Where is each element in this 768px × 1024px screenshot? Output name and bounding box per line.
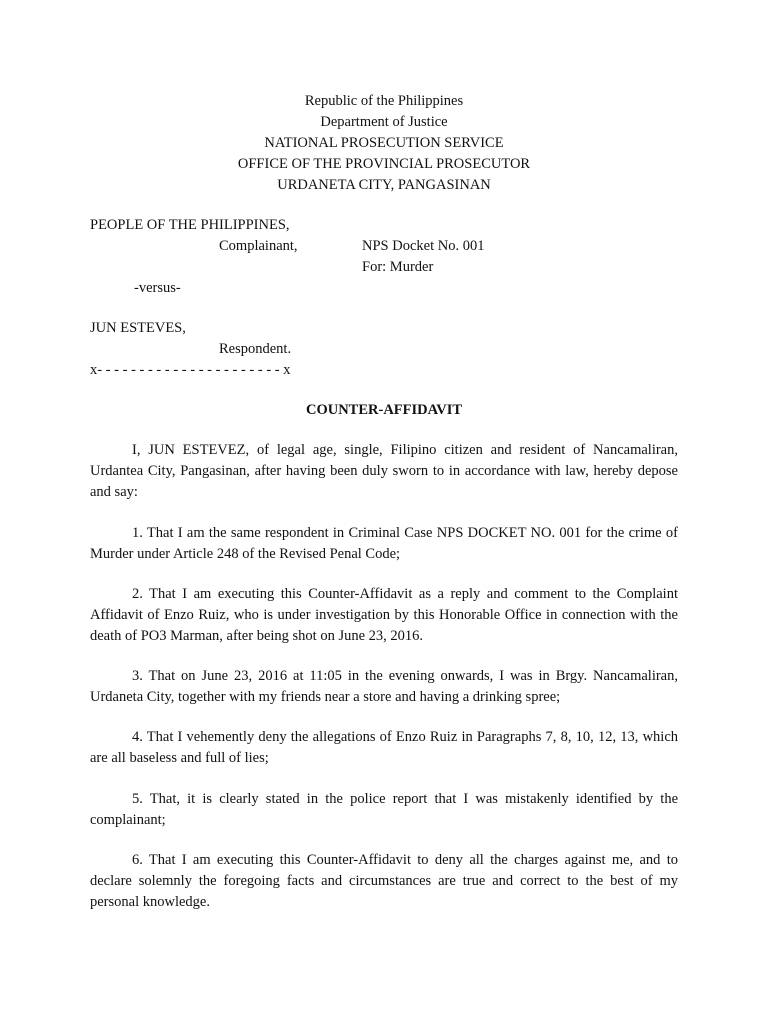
respondent-role: Respondent. (219, 341, 292, 357)
header-republic: Republic of the Philippines (304, 93, 464, 109)
intro-paragraph: I, JUN ESTEVEZ, of legal age, single, Filipino citizen and resident of Nancamaliran, Urdantea City, Pangasinan, after having been duly sworn to in accordance with law, hereby depose and say: (90, 442, 678, 500)
header-provincial-office: OFFICE OF THE PROVINCIAL PROSECUTOR (237, 156, 531, 172)
header-department: Department of Justice (320, 114, 448, 130)
document-title: COUNTER-AFFIDAVIT (305, 402, 463, 418)
paragraph-2: 2. That I am executing this Counter-Affidavit as a reply and comment to the Complaint Affidavit of Enzo Ruiz, who is under investigation by this Honorable Office in connection with the death of PO3 Marman, after being shot on June 23, 2016. (90, 586, 678, 644)
charge: For: Murder (362, 259, 434, 275)
paragraph-4: 4. That I vehemently deny the allegations of Enzo Ruiz in Paragraphs 7, 8, 10, 12, 13, which are all baseless and full of lies; (90, 729, 678, 766)
complainant-role: Complainant, (219, 238, 298, 254)
paragraph-1: 1. That I am the same respondent in Criminal Case NPS DOCKET NO. 001 for the crime of Murder under Article 248 of the Revised Penal Code; (90, 525, 678, 562)
header-prosecution-service: NATIONAL PROSECUTION SERVICE (264, 135, 504, 151)
complainant-name: PEOPLE OF THE PHILIPPINES, (90, 217, 290, 233)
docket-number: NPS Docket No. 001 (362, 238, 485, 254)
paragraph-6: 6. That I am executing this Counter-Affidavit to deny all the charges against me, and to declare solemnly the foregoing facts and circumstances are true and correct to the best of my personal knowledge. (90, 852, 678, 910)
versus-label: -versus- (134, 280, 181, 296)
paragraph-5: 5. That, it is clearly stated in the police report that I was mistakenly identified by the complainant; (90, 791, 678, 828)
respondent-name: JUN ESTEVES, (90, 320, 186, 336)
caption-divider: x- - - - - - - - - - - - - - - - - - - - - - x (90, 362, 291, 378)
header-city: URDANETA CITY, PANGASINAN (277, 177, 491, 193)
paragraph-3: 3. That on June 23, 2016 at 11:05 in the evening onwards, I was in Brgy. Nancamaliran, Urdaneta City, together with my friends near a store and having a drinking spree; (90, 668, 678, 705)
